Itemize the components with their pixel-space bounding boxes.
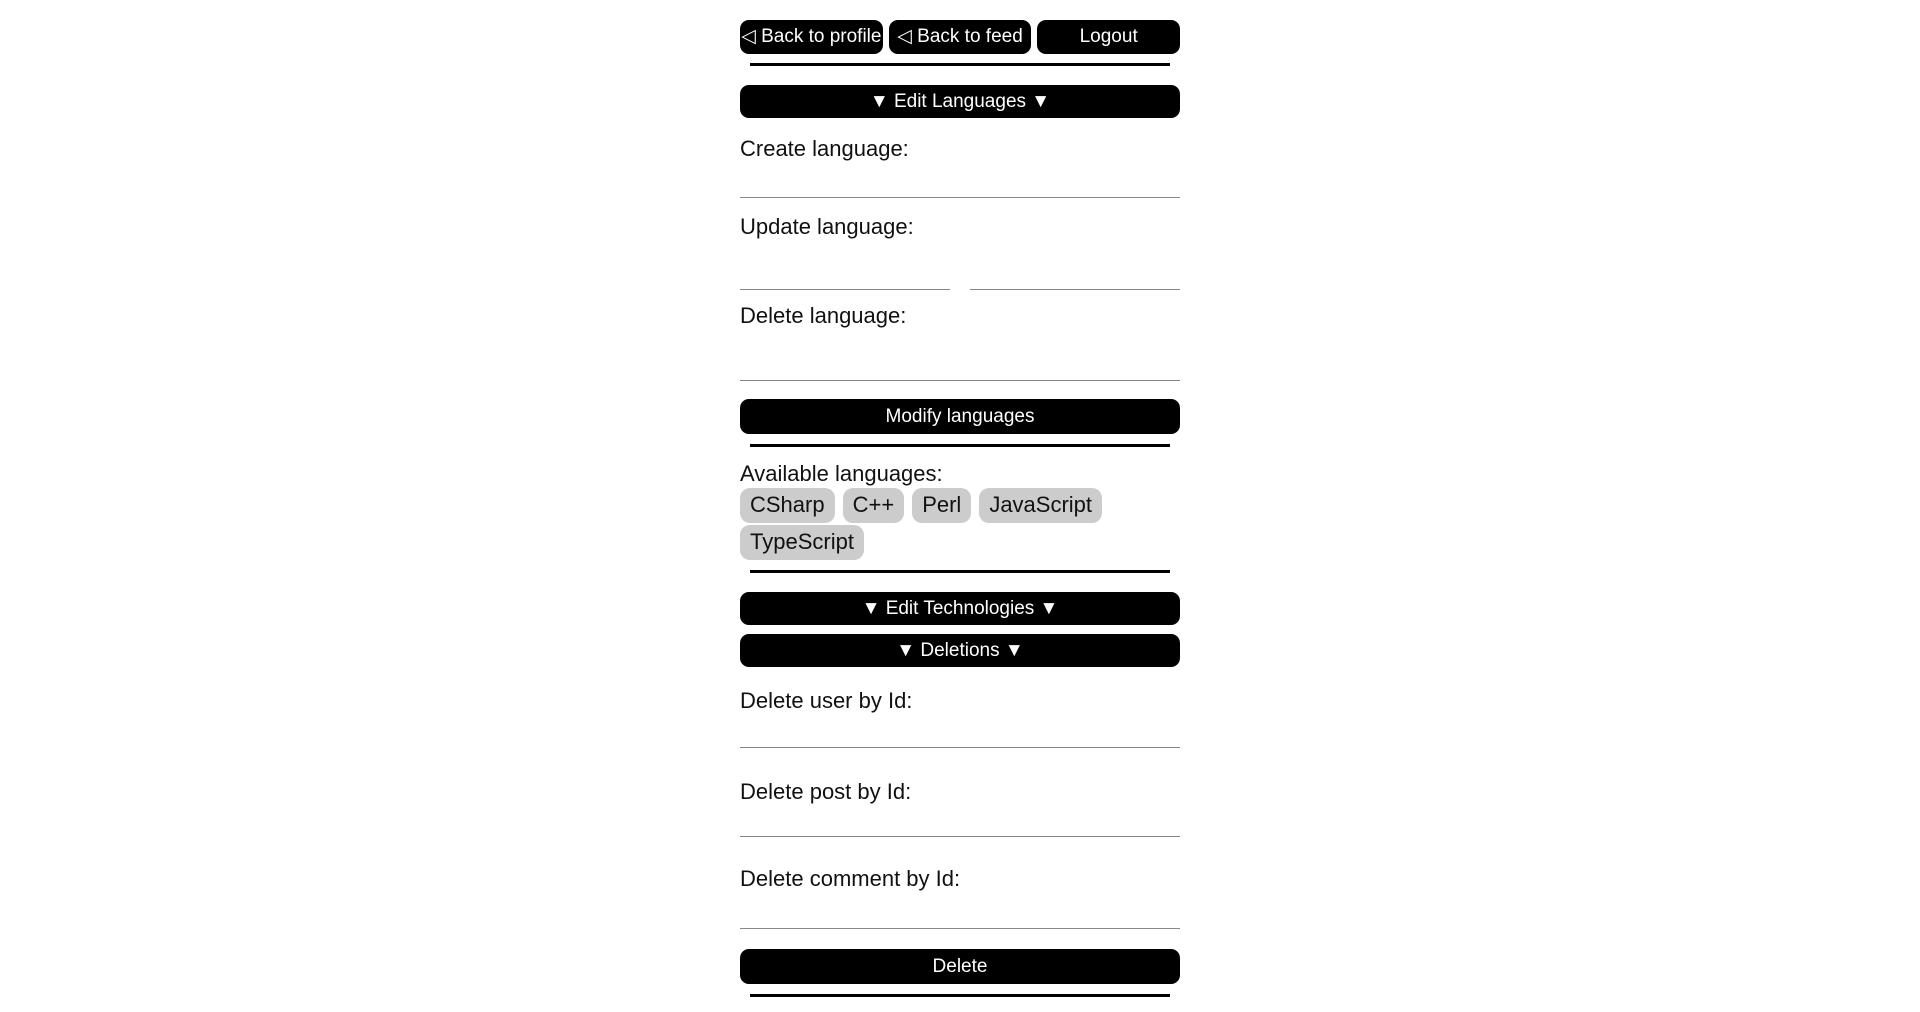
update-language-old-input[interactable] [740, 240, 950, 290]
edit-languages-toggle[interactable]: ▼ Edit Languages ▼ [740, 85, 1180, 118]
divider [750, 994, 1170, 997]
language-chip: Perl [912, 488, 971, 523]
available-languages-label: Available languages: [740, 461, 943, 486]
create-language-label: Create language: [740, 136, 909, 161]
language-chip-row [740, 525, 1180, 560]
delete-language-input[interactable] [740, 329, 1180, 381]
update-language-inputs [740, 240, 1180, 290]
edit-technologies-toggle[interactable]: ▼ Edit Technologies ▼ [740, 592, 1180, 625]
delete-comment-by-id-input[interactable] [740, 892, 1180, 929]
create-language-input[interactable] [740, 162, 1180, 198]
delete-comment-by-id-label: Delete comment by Id: [740, 866, 961, 891]
language-chip: C++ [843, 488, 905, 523]
language-chip: TypeScript [740, 525, 864, 560]
divider [750, 444, 1170, 447]
language-chip-row [740, 488, 1180, 523]
back-to-feed-button[interactable]: ◁ Back to feed [889, 20, 1032, 54]
delete-button[interactable]: Delete [740, 949, 1180, 984]
divider [750, 570, 1170, 573]
main-column [740, 0, 1180, 997]
divider [750, 63, 1170, 66]
language-chip: CSharp [740, 488, 835, 523]
back-to-profile-button[interactable]: ◁ Back to profile [740, 20, 883, 54]
update-language-new-input[interactable] [970, 240, 1180, 290]
delete-language-label: Delete language: [740, 303, 907, 328]
delete-post-by-id-label: Delete post by Id: [740, 779, 912, 804]
modify-languages-button[interactable]: Modify languages [740, 399, 1180, 434]
delete-post-by-id-input[interactable] [740, 805, 1180, 837]
logout-button[interactable]: Logout [1037, 20, 1180, 54]
language-chip: JavaScript [979, 488, 1102, 523]
available-languages-list [740, 488, 1180, 560]
delete-user-by-id-label: Delete user by Id: [740, 688, 913, 713]
delete-user-by-id-input[interactable] [740, 714, 1180, 748]
deletions-toggle[interactable]: ▼ Deletions ▼ [740, 634, 1180, 667]
update-language-label: Update language: [740, 214, 914, 239]
top-button-row [740, 20, 1180, 54]
